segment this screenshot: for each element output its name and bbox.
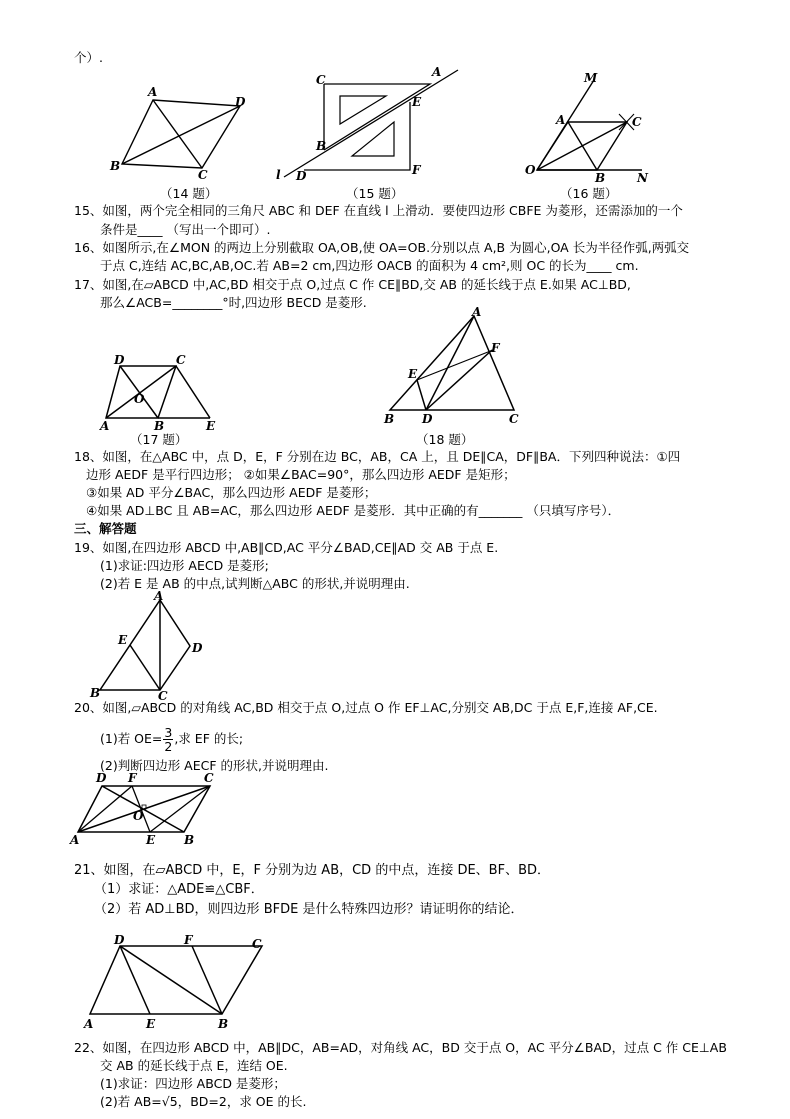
fraction-denominator: 2 <box>164 739 173 754</box>
label-o: O <box>134 392 145 406</box>
q18-line4: ④如果 AD⊥BC 且 AB=AC，那么四边形 AEDF 是菱形．其中正确的有_______ （只填写序号）． <box>86 503 621 518</box>
label-l: l <box>276 168 281 182</box>
q20-line2 <box>100 724 243 754</box>
q16-line2: 于点 C,连结 AC,BC,AB,OC.若 AB=2 cm,四边形 OACB 的面积为 4 cm²,则 OC 的长为____ cm. <box>100 258 639 273</box>
label-c: C <box>176 353 186 367</box>
label-a: A <box>84 1017 94 1031</box>
figure-20 <box>70 772 220 848</box>
label-f: F <box>412 163 421 177</box>
label-d: D <box>114 933 125 947</box>
label-b: B <box>154 419 165 433</box>
fraction <box>163 726 173 753</box>
label-e: E <box>412 95 422 109</box>
q19-line2: (1)求证:四边形 AECD 是菱形; <box>100 558 269 573</box>
figure-16-diagram <box>522 72 662 184</box>
q21-line3: （2）若 AD⊥BD，则四边形 BFDE 是什么特殊四边形？请证明你的结论． <box>94 902 524 917</box>
figure-21-diagram <box>80 932 280 1032</box>
q21-line2: （1）求证：△ADE≌△CBF． <box>94 882 264 897</box>
label-e: E <box>408 367 418 381</box>
label-d: D <box>235 95 246 109</box>
label-c: C <box>632 115 642 129</box>
label-c: C <box>158 689 168 703</box>
label-o: O <box>133 809 144 823</box>
figure-15-diagram <box>276 62 466 182</box>
label-c: C <box>198 168 208 182</box>
label-a: A <box>148 85 158 99</box>
q20-part1-suffix: ,求 EF 的长; <box>174 731 244 746</box>
label-a: A <box>100 419 110 433</box>
figure-20-diagram <box>70 772 220 848</box>
figure-19-diagram <box>88 589 208 703</box>
q22-line1: 22、如图，在四边形 ABCD 中，AB∥DC，AB=AD，对角线 AC，BD 交于点 O，AC 平分∠BAD，过点 C 作 CE⊥AB <box>74 1040 727 1055</box>
caption-18: （18 题） <box>416 432 474 447</box>
figure-14-diagram <box>110 85 260 182</box>
label-c: C <box>509 412 519 426</box>
caption-17: （17 题） <box>130 432 188 447</box>
label-a: A <box>556 113 566 127</box>
label-e: E <box>146 1017 156 1031</box>
q17-line1: 17、如图,在▱ABCD 中,AC,BD 相交于点 O,过点 C 作 CE∥BD,交 AB 的延长线于点 E.如果 AC⊥BD, <box>74 277 631 292</box>
q19-line3: (2)若 E 是 AB 的中点,试判断△ABC 的形状,并说明理由. <box>100 576 410 591</box>
label-a: A <box>154 589 164 603</box>
caption-15: （15 题） <box>346 186 404 201</box>
figure-21 <box>80 932 280 1032</box>
label-b: B <box>90 686 101 700</box>
label-e: E <box>206 419 216 433</box>
q15-line1: 15、如图，两个完全相同的三角尺 ABC 和 DEF 在直线 l 上滑动．要使四边形 CBFE 为菱形，还需添加的一个 <box>74 203 683 218</box>
label-d: D <box>114 353 125 367</box>
figure-15 <box>276 62 466 182</box>
caption-16: （16 题） <box>560 186 618 201</box>
q19-line1: 19、如图,在四边形 ABCD 中,AB∥CD,AC 平分∠BAD,CE∥AD 交 AB 于点 E. <box>74 540 499 555</box>
q16-line1: 16、如图所示,在∠MON 的两边上分别截取 OA,OB,使 OA=OB.分别以点 A,B 为圆心,OA 长为半径作弧,两弧交 <box>74 240 690 255</box>
label-c: C <box>316 73 326 87</box>
q22-line2: 交 AB 的延长线于点 E，连结 OE. <box>100 1058 288 1073</box>
label-a: A <box>432 65 442 79</box>
q22-line3: (1)求证：四边形 ABCD 是菱形； <box>100 1076 286 1091</box>
figure-16 <box>522 72 662 184</box>
label-b: B <box>218 1017 229 1031</box>
label-b: B <box>595 171 606 185</box>
q18-line2: 边形 AEDF 是平行四边形； ②如果∠BAC=90°，那么四边形 AEDF 是矩形； <box>86 467 516 482</box>
q20-part1-prefix: (1)若 OE= <box>100 731 163 746</box>
q18-line1: 18、如图，在△ABC 中，点 D，E，F 分别在边 BC，AB，CA 上，且 DE∥CA，DF∥BA．下列四种说法：①四 <box>74 449 681 464</box>
label-d: D <box>296 169 307 183</box>
fraction-numerator: 3 <box>164 725 173 740</box>
label-f: F <box>491 341 500 355</box>
label-e: E <box>118 633 128 647</box>
label-b: B <box>184 833 195 847</box>
q15-line2: 条件是____ （写出一个即可）. <box>100 222 271 237</box>
label-d: D <box>422 412 433 426</box>
figure-17 <box>98 352 228 433</box>
label-d: D <box>192 641 203 655</box>
figure-17-diagram <box>98 352 228 433</box>
q20-line3: (2)判断四边形 AECF 的形状,并说明理由. <box>100 758 329 773</box>
section-heading: 三、解答题 <box>74 521 137 536</box>
caption-14: （14 题） <box>160 186 218 201</box>
figure-19 <box>88 589 208 703</box>
label-d: D <box>96 771 107 785</box>
q22-line4: (2)若 AB=√5，BD=2，求 OE 的长. <box>100 1094 307 1109</box>
label-e: E <box>146 833 156 847</box>
label-c: C <box>204 771 214 785</box>
label-b: B <box>316 139 327 153</box>
label-a: A <box>70 833 80 847</box>
q17-line2: 那么∠ACB=________°时,四边形 BECD 是菱形. <box>100 295 367 310</box>
figure-18 <box>380 305 530 428</box>
label-n: N <box>637 171 648 185</box>
label-f: F <box>184 933 193 947</box>
label-m: M <box>584 71 598 85</box>
q21-line1: 21、如图，在▱ABCD 中，E，F 分别为边 AB，CD 的中点，连接 DE、BF、BD． <box>74 863 551 878</box>
question-fragment: 个）. <box>74 50 103 65</box>
label-f: F <box>128 771 137 785</box>
figure-14 <box>110 85 260 182</box>
label-o: O <box>525 163 536 177</box>
figure-18-diagram <box>380 305 530 428</box>
label-b: B <box>384 412 395 426</box>
q20-line1: 20、如图,▱ABCD 的对角线 AC,BD 相交于点 O,过点 O 作 EF⊥AC,分别交 AB,DC 于点 E,F,连接 AF,CE. <box>74 700 658 715</box>
label-c: C <box>252 937 262 951</box>
label-a: A <box>472 305 482 319</box>
label-b: B <box>110 159 121 173</box>
q18-line3: ③如果 AD 平分∠BAC，那么四边形 AEDF 是菱形； <box>86 485 377 500</box>
